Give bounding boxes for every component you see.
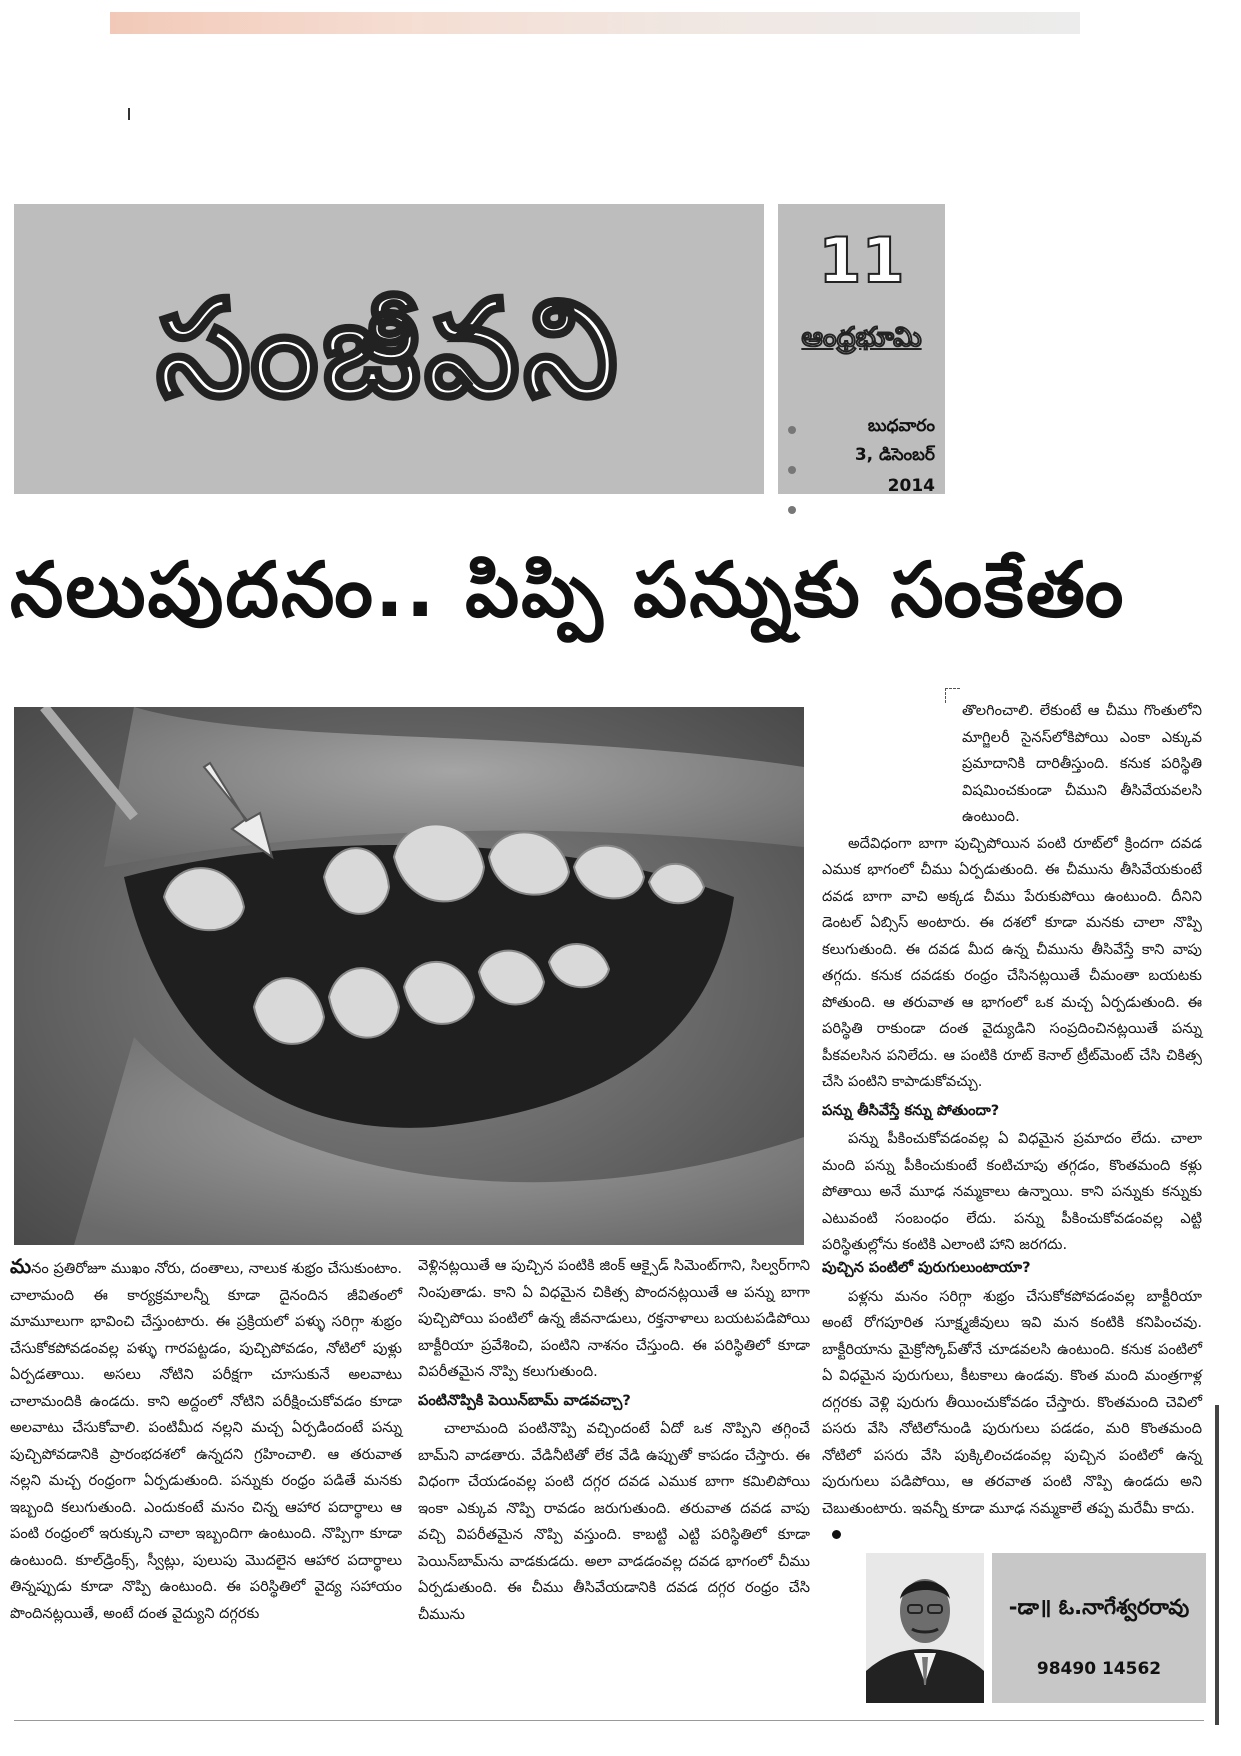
author-photo (866, 1553, 984, 1703)
newspaper-name: ఆంధ్రభూమి (801, 322, 922, 353)
author-name: -డా॥ ఓ.నాగేశ్వరరావు (1008, 1595, 1190, 1619)
bullet-dot (788, 506, 796, 514)
section-title: సంజీవని (156, 271, 622, 427)
article-column-right (822, 698, 1202, 1259)
subheading: పుచ్చిన పంటిలో పురుగులుంటాయా? (822, 1259, 1031, 1276)
article-column-2 (418, 1253, 810, 1628)
dental-photo (14, 707, 804, 1245)
issue-year: 2014 (887, 476, 935, 496)
issue-day: బుధవారం (867, 416, 935, 436)
margin-mark (128, 108, 130, 120)
page-number: 11 (818, 224, 905, 297)
paragraph: నం ప్రతిరోజూ ముఖం నోరు, దంతాలు, నాలుక శుభ్రం చేసుకుంటాం. చాలామంది ఈ కార్యక్రమాలన్నీ కూడా దైనందిన జీవితంలో మామూలుగా భావించి చేస్తుంటారు. ఈ ప్రక్రియలో పళ్ళు సరిగ్గా శుభ్రం చేసుకోకపోవడంవల్ల పళ్ళు గారపట్టడం, పుచ్చిపోవడం, నోటిలో పుళ్లు ఏర్పడతాయి. అసలు నోటిని పరీక్షగా చూసుకునే అలవాటు చాలామందికి ఉండదు. కాని అద్దంలో నోటిని పరీక్షించుకోవడం కూడా అలవాటు చేసుకోవాలి. పంటిమీద నల్లని మచ్చ ఏర్పడిందంటే పన్ను పుచ్చిపోవడానికి ప్రారంభదశలో ఉన్నదని గ్రహించాలి. ఆ తరువాత నల్లని మచ్చ రంధ్రంగా ఏర్పడుతుంది. పన్నుకు రంధ్రం పడితే మనకు ఇబ్బంది కలుగుతుంది. ఎందుకంటే మనం చిన్న ఆహార పదార్థాలు ఆ పంటి రంధ్రంలో ఇరుక్కుని చాలా ఇబ్బందిగా ఉంటుంది. నొప్పిగా కూడా ఉంటుంది. కూల్‌డ్రింక్స్, స్వీట్లు, పులుపు మొదలైన ఆహార పదార్థాలు తిన్నప్పుడు కూడా నొప్పి ఉంటుంది. ఈ పరిస్థితిలో వైద్య సహాయం పొందినట్లయితే, అంటే దంత వైద్యుని దగ్గరకు (10, 1260, 402, 1622)
page-bottom-rule (14, 1720, 1204, 1721)
mouth-illustration (14, 707, 804, 1245)
date-box (778, 204, 945, 494)
article-column-1 (10, 1253, 402, 1627)
author-byline (992, 1553, 1206, 1703)
author-phone: 98490 14562 (1036, 1659, 1162, 1679)
section-masthead (14, 204, 764, 494)
article-column-3 (822, 1253, 1202, 1549)
paragraph: పన్ను పీకించుకోవడంవల్ల ఏ విధమైన ప్రమాదం లేదు. చాలా మంది పన్ను పీకించుకుంటే కంటిచూపు తగ్గడం, కొంతమంది కళ్లు పోతాయి అనే మూఢ నమ్మకాలు ఉన్నాయి. కాని పన్నుకు కన్నుకు ఎటువంటి సంబంధం లేదు. పన్ను పీకించుకోవడంవల్ల ఎట్టి పరిస్థితుల్లోను కంటికి ఎలాంటి హాని జరగదు. (822, 1130, 1202, 1253)
subheading: పన్ను తీసివేస్తే కన్ను పోతుందా? (822, 1101, 1000, 1119)
drop-initial: మ (10, 1254, 32, 1278)
subheading: పంటినొప్పికి పెయిన్‌బామ్ వాడవచ్చా? (418, 1391, 631, 1409)
issue-date: 3, డిసెంబర్ (854, 445, 935, 465)
end-mark (832, 1530, 841, 1539)
paragraph: తొలగించాలి. లేకుంటే ఆ చీము గొంతులోని మాగ్జిలరీ సైనస్‌లోకిపోయి ఎంకా ఎక్కువ ప్రమాదానికి దారితీస్తుంది. కనుక పరిస్థితి విషమించకుండా చీముని తీసివేయవలసి ఉంటుంది. (962, 702, 1202, 825)
bullet-dot (788, 466, 796, 474)
bullet-dot (788, 426, 796, 434)
top-color-strip (110, 12, 1080, 34)
paragraph: అదేవిధంగా బాగా పుచ్చిపోయిన పంటి రూట్‌లో క్రిందగా దవడ ఎముక భాగంలో చీము ఏర్పడుతుంది. ఈ చీమును తీసివేయకుంటే దవడ బాగా వాచి అక్కడ చీము పేరుకుపోయి ఉంటుంది. దీనిని డెంటల్ ఏబ్సిస్ అంటారు. ఈ దశలో కూడా మనకు చాలా నొప్పి కలుగుతుంది. ఈ దవడ మీద ఉన్న చీమును తీసివేస్తే కాని వాపు తగ్గదు. కనుక దవడకు రంధ్రం చేసినట్లయితే చీమంతా బయటకు పోతుంది. ఆ తరువాత ఆ భాగంలో ఒక మచ్చ ఏర్పడుతుంది. ఈ పరిస్థితి రాకుండా దంత వైద్యుడిని సంప్రదించినట్లయితే పన్ను పీకవలసిన పనిలేదు. ఆ పంటికి రూట్ కెనాల్ ట్రీట్‌మెంట్ చేసి చికిత్స చేసి పంటిని కాపాడుకోవచ్చు. (822, 834, 1202, 1090)
paragraph: పళ్లను మనం సరిగ్గా శుభ్రం చేసుకోకపోవడంవల్ల బాక్టీరియా అంటే రోగపూరిత సూక్ష్మజీవులు ఇవి మన కంటికి కనిపించవు. బాక్టీరియాను మైక్రోస్కోప్‌తోనే చూడవలసి ఉంటుంది. కనుక పంటిలో ఏ విధమైన పురుగులు, కీటకాలు ఉండవు. కొంత మంది మంత్రగాళ్ల దగ్గరకు వెళ్లి పురుగు తీయించుకోవడం చేస్తారు. కొంతమంది చెవిలో పసరు వేసి నోటిలోనుండి పురుగులు పడడం, మరి కొంతమంది నోటిలో పసరు వేసి పుక్కిలించడంవల్ల పుచ్చిన పంటిలో ఉన్న పురుగులు పడిపోయి, ఆ తరవాత పంటి నొప్పి ఉండదు అని చెబుతుంటారు. ఇవన్నీ కూడా మూఢ నమ్మకాలే తప్ప మరేమీ కాదు. (822, 1287, 1202, 1517)
author-portrait (866, 1553, 984, 1703)
paragraph: చాలామంది పంటినొప్పి వచ్చిందంటే ఏదో ఒక నొప్పిని తగ్గించే బామ్‌ని వాడతారు. వేడినీటితో లేక వేడి ఉప్పుతో కాపడం చేస్తారు. ఈ విధంగా చేయడంవల్ల పంటి దగ్గర దవడ ఎముక బాగా కమిలిపోయి ఇంకా ఎక్కువ నొప్పి రావడం జరుగుతుంది. తరువాత దవడ వాపు వచ్చి విపరీతమైన నొప్పి వస్తుంది. కాబట్టి ఎట్టి పరిస్థితిలో కూడా పెయిన్‌బామ్‌ను వాడకుడదు. అలా వాడడంవల్ల దవడ భాగంలో చీము ఏర్పడుతుంది. ఈ చీము తీసివేయడానికి దవడ దగ్గర రంధ్రం చేసి చీమును (418, 1420, 810, 1623)
article-headline: నలుపుదనం.. పిప్పి పన్నుకు సంకేతం (10, 545, 1126, 634)
page-edge-bar (1215, 1405, 1219, 1725)
paragraph: వెళ్లినట్లయితే ఆ పుచ్చిన పంటికి జింక్ ఆక్సైడ్ సిమెంట్‌గాని, సిల్వర్‌గాని నింపుతాడు. కాని ఏ విధమైన చికిత్స పొందనట్లయితే ఆ పన్ను బాగా పుచ్చిపోయి పంటిలో ఉన్న జీవనాడులు, రక్తనాళాలు బయటపడిపోయి బాక్టీరియా ప్రవేశించి, పంటిని నాశనం చేస్తుంది. ఈ పరిస్థితిలో కూడా విపరీతమైన నొప్పి కలుగుతుంది. (418, 1257, 810, 1380)
